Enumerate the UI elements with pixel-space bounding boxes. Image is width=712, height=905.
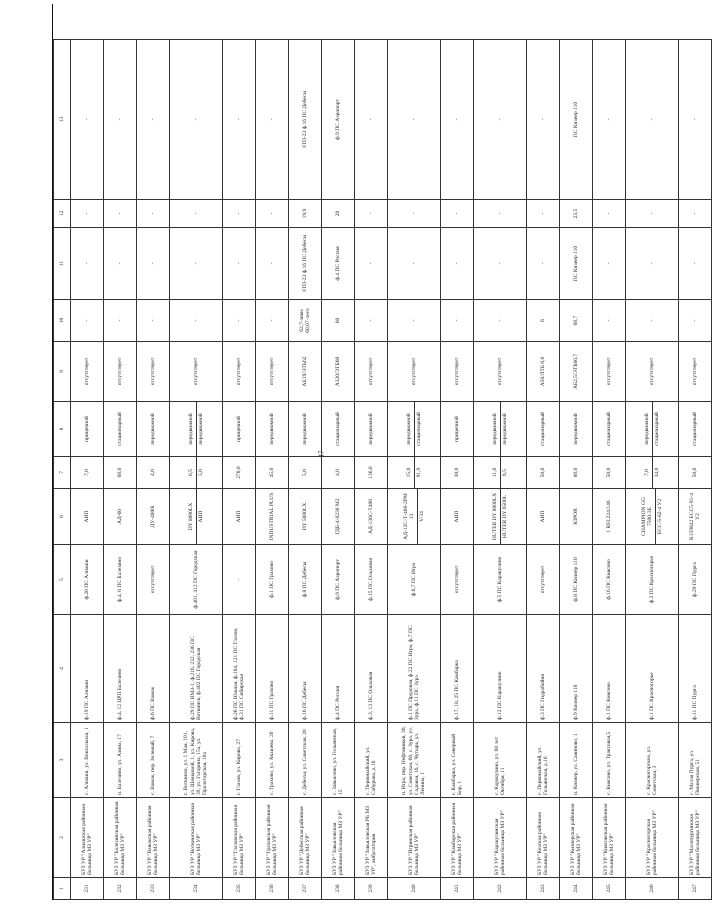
table-row [289, 40, 322, 900]
cell-c13: ЗТП-23 ф.16 ПС Дебесы [289, 40, 322, 200]
cell-model [626, 489, 679, 545]
cell-type-part: передвижной [196, 402, 205, 456]
cell-state: отсутствует [256, 342, 289, 402]
cell-state: отсутствует [170, 342, 223, 402]
cell-c12: - [388, 200, 441, 228]
cell-p: 60,0 [104, 457, 137, 489]
cell-org: БУЗ УР "Киясовская районная больница МЗ УР" [593, 798, 626, 878]
cell-p [170, 457, 223, 489]
cell-type: прицепной [441, 402, 474, 457]
cell-ps: ф.5 ПС Каракулино [474, 545, 527, 615]
cell-c13: - [104, 40, 137, 200]
cell-feed: ф.26 ПС Южная, ф.104, 121 ПС Глазов, ф.31 ПС Сибирская [223, 615, 256, 723]
cell-ps: ф.6,7 ПС Игра [388, 545, 441, 615]
cell-addr: с. Завьялово, ул. Гольянская, 15 [322, 723, 355, 798]
cell-n: 239 [355, 878, 388, 900]
cell-type: передвижной [289, 402, 322, 457]
cell-ps: отсутствует [137, 545, 170, 615]
table-row [355, 40, 388, 900]
cell-c11: - [474, 228, 527, 300]
cell-n: 246 [626, 878, 679, 900]
cell-org: БУЗ УР "Алнашская районная больница МЗ УР" [71, 798, 104, 878]
cell-model: АД-60 [104, 489, 137, 545]
cell-p-part: 15,0 [406, 467, 413, 478]
cell-c10: - [170, 300, 223, 342]
cell-ps: ф.15 ПС Ольховая [355, 545, 388, 615]
cell-state: отсутствует [355, 342, 388, 402]
cell-type-part: передвижной [188, 413, 195, 445]
cell-state: отсутствует [441, 342, 474, 402]
cell-model-part: ECC-5-82-4 У2 [655, 489, 664, 544]
rotated-page [53, 40, 701, 900]
cell-org: БУЗ УР "Камбарская районная больница МЗ УР" [441, 798, 474, 878]
cell-org: БУЗ УР "Завьяловская районная больница МЗ УР" [322, 798, 355, 878]
cell-feed: ф.11 ПС Грахово [256, 615, 289, 723]
cell-state: отсутствует [679, 342, 712, 402]
cell-p-part: 6,5 [500, 457, 509, 488]
table-row [223, 40, 256, 900]
table-row [322, 40, 355, 900]
cell-addr: с. Дебесы, ул. Советская, 20 [289, 723, 322, 798]
cell-c11: - [223, 228, 256, 300]
cell-model: ГДБ-4-0230 М2 [322, 489, 355, 545]
cell-p: 270,0 [223, 457, 256, 489]
header-cell: 7 [54, 457, 71, 489]
cell-n: 245 [593, 878, 626, 900]
cell-c11: - [256, 228, 289, 300]
cell-c12: - [679, 200, 712, 228]
cell-c10: - [474, 300, 527, 342]
cell-model: ДУ-4000i [137, 489, 170, 545]
cell-org: БУЗ УР "Граховская районная больница МЗ УР" [256, 798, 289, 878]
cell-type-part: передвижной [406, 413, 413, 445]
cell-n: 247 [679, 878, 712, 900]
cell-feed: ф.29 ПС ВМЗ-1, ф.216, 232, 236 ПС Воткинск, ф.402 ПС Городская [170, 615, 223, 723]
cell-type: стационарный [593, 402, 626, 457]
cell-model-part: CHAMPION GG 7500-3E [641, 497, 654, 536]
cell-addr: п. Кизнер, ул. Савиново, 1 [560, 723, 593, 798]
cell-c13: - [170, 40, 223, 200]
cell-c10: - [355, 300, 388, 342]
cell-addr: с. Вавож, пер. Зеленый, 7 [137, 723, 170, 798]
cell-c10: - [441, 300, 474, 342]
cell-p: 136,0 [355, 457, 388, 489]
cell-type [388, 402, 441, 457]
cell-p-part: 7,0 [644, 469, 651, 476]
cell-c12: - [626, 200, 679, 228]
cell-type [474, 402, 527, 457]
cell-n: 240 [388, 878, 441, 900]
cell-c13: - [474, 40, 527, 200]
cell-type: стационарный [104, 402, 137, 457]
cell-p [388, 457, 441, 489]
cell-n: 238 [322, 878, 355, 900]
cell-c11: - [355, 228, 388, 300]
cell-state: отсутствует [474, 342, 527, 402]
cell-c12: - [593, 200, 626, 228]
header-cell: 2 [54, 798, 71, 878]
cell-type: передвижной [256, 402, 289, 457]
cell-c10: - [679, 300, 712, 342]
cell-p [474, 457, 527, 489]
cell-feed: ф.4 ПС Россия [322, 615, 355, 723]
cell-c10: - [71, 300, 104, 342]
cell-c12: 20 [322, 200, 355, 228]
cell-p: 50,0 [593, 457, 626, 489]
header-cell: 10 [54, 300, 71, 342]
cell-org: БУЗ УР "Вавожская районная больница МЗ УР" [137, 798, 170, 878]
cell-c13: - [626, 40, 679, 200]
cell-feed: ф.17, 18, 25 ПС Камбарка [441, 615, 474, 723]
cell-p-part: 34,0 [652, 457, 661, 488]
cell-model: АИП [223, 489, 256, 545]
cell-state: отсутствует [388, 342, 441, 402]
cell-c12: - [474, 200, 527, 228]
cell-org: БУЗ УР "Завьяловская РБ МЗ УР", амбулатория [355, 798, 388, 878]
cell-org: БУЗ УР "Кезская районная больница МЗ УР" [527, 798, 560, 878]
cell-c10: - [223, 300, 256, 342]
header-cell: 1 [54, 878, 71, 900]
cell-feed: ф.12 ПС Каракулино [474, 615, 527, 723]
cell-c11: - [441, 228, 474, 300]
cell-addr: с. Алнаши, ул. Вокзальная, 1 [71, 723, 104, 798]
cell-c13: - [679, 40, 712, 200]
cell-type: передвижной [560, 402, 593, 457]
cell-c10: 60,7 [560, 300, 593, 342]
cell-state: отсутствует [137, 342, 170, 402]
cell-p: 7,0 [71, 457, 104, 489]
header-cell: 13 [54, 40, 71, 200]
header-cell: 4 [54, 615, 71, 723]
table-row [441, 40, 474, 900]
cell-feed: ф.11 ПС Пурга [679, 615, 712, 723]
cell-c12: - [137, 200, 170, 228]
table-row [388, 40, 441, 900]
cell-c10: - [388, 300, 441, 342]
cell-addr: с. Грахово, ул. Акашева, 20 [256, 723, 289, 798]
cell-n: 243 [527, 878, 560, 900]
cell-c12: - [441, 200, 474, 228]
cell-addr: с. Первомайский, ул. Гольянская, д.16 [527, 723, 560, 798]
cell-ps: ф.401, 412 ПС Городская [170, 545, 223, 615]
cell-c10: - [137, 300, 170, 342]
header-cell: 12 [54, 200, 71, 228]
cell-state: А320/ЭТБ60 [322, 342, 355, 402]
cell-c12: - [71, 200, 104, 228]
cell-addr: г. Камбарка, ул. Северный Бор, 1 [441, 723, 474, 798]
cell-c13: - [355, 40, 388, 200]
cell-model: К159842 ЕСС5-91-4 У2 [679, 489, 712, 545]
table-container [53, 40, 701, 900]
table-row [71, 40, 104, 900]
table-row [137, 40, 170, 900]
table-row [474, 40, 527, 900]
cell-p: 30,0 [441, 457, 474, 489]
cell-c10: 62,7-зима 60,07-лето [289, 300, 322, 342]
cell-p [626, 457, 679, 489]
cell-n: 244 [560, 878, 593, 900]
cell-ps: ф.8 ПС Кизнер 110 [560, 545, 593, 615]
cell-model: KIPOR [560, 489, 593, 545]
cell-c13: - [137, 40, 170, 200]
cell-p-part: 5,0 [196, 457, 205, 488]
cell-c13: ф.9 ПС Аэропорт [322, 40, 355, 200]
cell-addr: с. Малая Пурга, ул. Пионерская, 51 [679, 723, 712, 798]
cell-model [388, 489, 441, 545]
cell-c10: 6 [527, 300, 560, 342]
cell-ps: ф.9 ПС Аэропорт [322, 545, 355, 615]
cell-c10: - [626, 300, 679, 342]
cell-ps: отсутствует [441, 545, 474, 615]
cell-type: передвижной [355, 402, 388, 457]
cell-p: 4,0 [137, 457, 170, 489]
cell-model [474, 489, 527, 545]
cell-model: INDUSTRIAL PLUS [256, 489, 289, 545]
cell-p: 5,0 [289, 457, 322, 489]
cell-state: А50/ЛТБ 6,0 [527, 342, 560, 402]
cell-org: БУЗ УР "Красногорская районная больница МЗ УР" [626, 798, 679, 878]
cell-type-part: передвижной [492, 413, 499, 445]
cell-ps: ф.4, 6 ПС Балезино [104, 545, 137, 615]
cell-feed: ф.9 Кизнер 110 [560, 615, 593, 723]
cell-feed: ф.1 ПС Красногорье [626, 615, 679, 723]
cell-state: отсутствует [104, 342, 137, 402]
cell-type-part: передвижной [644, 413, 651, 445]
cell-c11: - [388, 228, 441, 300]
cell-c11: - [527, 228, 560, 300]
cell-c12: 19,9 [289, 200, 322, 228]
cell-c12: - [223, 200, 256, 228]
cell-p: 50,0 [679, 457, 712, 489]
table-row [593, 40, 626, 900]
page-number: 17 [317, 450, 326, 458]
header-cell: 8 [54, 402, 71, 457]
cell-n: 232 [104, 878, 137, 900]
cell-feed: ф.6 ПС Вавож [137, 615, 170, 723]
cell-type: стационарный [679, 402, 712, 457]
table-body [71, 40, 712, 900]
table-row [256, 40, 289, 900]
cell-feed: ф.3, 13 ПС Ольховая [355, 615, 388, 723]
cell-addr: г. Воткинск, ул. 1 Мая, 101, ул. Шевцовой, 1, ул. Кирова, 39, ул. Гагарина, 15а, ул. Пролетарская, 10а [170, 723, 223, 798]
cell-ps: ф.1 ПС Грахово [256, 545, 289, 615]
table-row [679, 40, 712, 900]
cell-org: БУЗ УР "Малопургинская районная больница МЗ УР" [679, 798, 712, 878]
table-row [527, 40, 560, 900]
cell-state: отсутствует [593, 342, 626, 402]
cell-type [626, 402, 679, 457]
cell-c13: ПС Кизнер 110 [560, 40, 593, 200]
cell-type: стационарный [527, 402, 560, 457]
cell-c13: - [527, 40, 560, 200]
cell-n: 241 [441, 878, 474, 900]
cell-type: прицепной [223, 402, 256, 457]
cell-c12: - [355, 200, 388, 228]
cell-c10: 60 [322, 300, 355, 342]
cell-state: АБ2,5/ЭТБ60,7 [560, 342, 593, 402]
cell-addr: п. Балезино, ул. Азина, 17 [104, 723, 137, 798]
cell-c11: - [170, 228, 223, 300]
cell-c12: 23,5 [560, 200, 593, 228]
cell-feed: ф.16 ПС Дебесы [289, 615, 322, 723]
cell-c11: ф.4 ПС Россия [322, 228, 355, 300]
table-row [170, 40, 223, 900]
cell-model: АД-136С-Т400 [355, 489, 388, 545]
cell-p: 45,0 [256, 457, 289, 489]
cell-type: прицепной [71, 402, 104, 457]
cell-c13: - [441, 40, 474, 200]
header-cell: 6 [54, 489, 71, 545]
header-cell: 11 [54, 228, 71, 300]
cell-c12: - [256, 200, 289, 228]
table-row [626, 40, 679, 900]
cell-c13: - [223, 40, 256, 200]
cell-c11: ЗТП-23 ф.16 ПС Дебесы [289, 228, 322, 300]
cell-feed: ф.4, 12 ЦРП Балезино [104, 615, 137, 723]
cell-c13: - [256, 40, 289, 200]
header-cell: 5 [54, 545, 71, 615]
cell-feed: ф.1 ПС Прудовая, ф.22 ПС Игра, ф.7 ПС Зура, ф.11 ПС Зура [388, 615, 441, 723]
cell-feed: ф.19 ПС Алнаши [71, 615, 104, 723]
cell-model: DY 5000LX [289, 489, 322, 545]
cell-type-part: передвижной [500, 402, 509, 456]
cell-p: 80,0 [560, 457, 593, 489]
cell-org: БУЗ УР "Балезинская районная больница МЗ УР" [104, 798, 137, 878]
cell-ps: - [223, 545, 256, 615]
cell-c11: - [71, 228, 104, 300]
cell-addr: п. Игра, пер. Нефтяников, 36, ул. Советская, 60, с. Зура, ул. Садовая, 16, с. Чутырь, ул. Ленина, 1 [388, 723, 441, 798]
cell-c11: ПС Кизнер 110 [560, 228, 593, 300]
cell-model: 1 RFL224/146 [593, 489, 626, 545]
cell-c11: - [626, 228, 679, 300]
cell-org: БУЗ УР "Дебесская районная больница МЗ УР" [289, 798, 322, 878]
cell-ps: ф.29 ПС Пурга [679, 545, 712, 615]
cell-addr: с. Каракулино, ул. 60 лет Октября, 11 [474, 723, 527, 798]
cell-ps: отсутствует [527, 545, 560, 615]
cell-n: 234 [170, 878, 223, 900]
cell-type [170, 402, 223, 457]
cell-p-part: 11,0 [492, 467, 499, 478]
cell-addr: с. Киясово, ул. Трактовая,5 [593, 723, 626, 798]
cell-model-part: АИП [196, 489, 205, 544]
cell-c13: - [71, 40, 104, 200]
cell-state: отсутствует [223, 342, 256, 402]
cell-model: АИП [71, 489, 104, 545]
cell-c10: - [104, 300, 137, 342]
cell-org: БУЗ УР "Воткинская районная больница МЗ УР" [170, 798, 223, 878]
cell-model-part: HUTER DY 6500L [500, 489, 509, 544]
cell-ps: ф.20 ПС Алнаши [71, 545, 104, 615]
header-cell: 9 [54, 342, 71, 402]
cell-state: АЕ19/ЭТБ62 [289, 342, 322, 402]
cell-model [170, 489, 223, 545]
cell-ps: ф.2 ПС Красногорье [626, 545, 679, 615]
cell-c13: - [593, 40, 626, 200]
cell-ps: ф.8 ПС Дебесы [289, 545, 322, 615]
cell-n: 242 [474, 878, 527, 900]
cell-p: 50,0 [527, 457, 560, 489]
cell-model: АИП [527, 489, 560, 545]
cell-model-part: АД-12С-Т-400-2РМ 13 [403, 493, 416, 540]
cell-c10: - [256, 300, 289, 342]
cell-n: 233 [137, 878, 170, 900]
cell-c10: - [593, 300, 626, 342]
cell-type: передвижной [137, 402, 170, 457]
cell-model-part: DY 8000LX [188, 502, 195, 531]
table-row [560, 40, 593, 900]
cell-c12: - [527, 200, 560, 228]
cell-model: АИП [441, 489, 474, 545]
cell-ps: ф.16 ПС Киясово [593, 545, 626, 615]
cell-addr: г. Глазов, ул. Кирова, 27 [223, 723, 256, 798]
header-cell: 3 [54, 723, 71, 798]
cell-p: 4,0 [322, 457, 355, 489]
cell-model-part: HUTER DY 8000LX [492, 492, 499, 541]
cell-n: 237 [289, 878, 322, 900]
cell-c11: - [137, 228, 170, 300]
cell-model-part: V-34 [417, 489, 426, 544]
cell-addr: с. Первомайский, ул. Сабурова, д.16 [355, 723, 388, 798]
cell-c12: - [104, 200, 137, 228]
table-row [104, 40, 137, 900]
cell-n: 235 [223, 878, 256, 900]
cell-org: БУЗ УР "Кизнерская районная больница МЗ УР" [560, 798, 593, 878]
header-row [54, 40, 71, 900]
cell-p-part: 91,9 [414, 457, 423, 488]
cell-type-part: стационарный [414, 402, 423, 456]
cell-p-part: 6,5 [188, 469, 195, 476]
cell-org: БУЗ УР "Глазовская районная больница МЗ УР" [223, 798, 256, 878]
cell-state: отсутствует [626, 342, 679, 402]
cell-n: 236 [256, 878, 289, 900]
cell-c11: - [679, 228, 712, 300]
cell-c12: - [170, 200, 223, 228]
cell-addr: с. Красногорское, ул. Советская, 3 [626, 723, 679, 798]
cell-type: стационарный [322, 402, 355, 457]
cell-n: 231 [71, 878, 104, 900]
cell-state: отсутствует [71, 342, 104, 402]
cell-c13: - [388, 40, 441, 200]
cell-c11: - [104, 228, 137, 300]
cell-feed: ф.3 ПС Гидрабойня [527, 615, 560, 723]
generator-table [53, 39, 712, 900]
cell-type-part: стационарный [652, 402, 661, 456]
cell-feed: ф.1 ПС Киясово [593, 615, 626, 723]
cell-org: БУЗ УР "Игринская районная больница МЗ УР" [388, 798, 441, 878]
cell-org: БУЗ УР "Каракулинская районная больница МЗ УР" [474, 798, 527, 878]
cell-c11: - [593, 228, 626, 300]
